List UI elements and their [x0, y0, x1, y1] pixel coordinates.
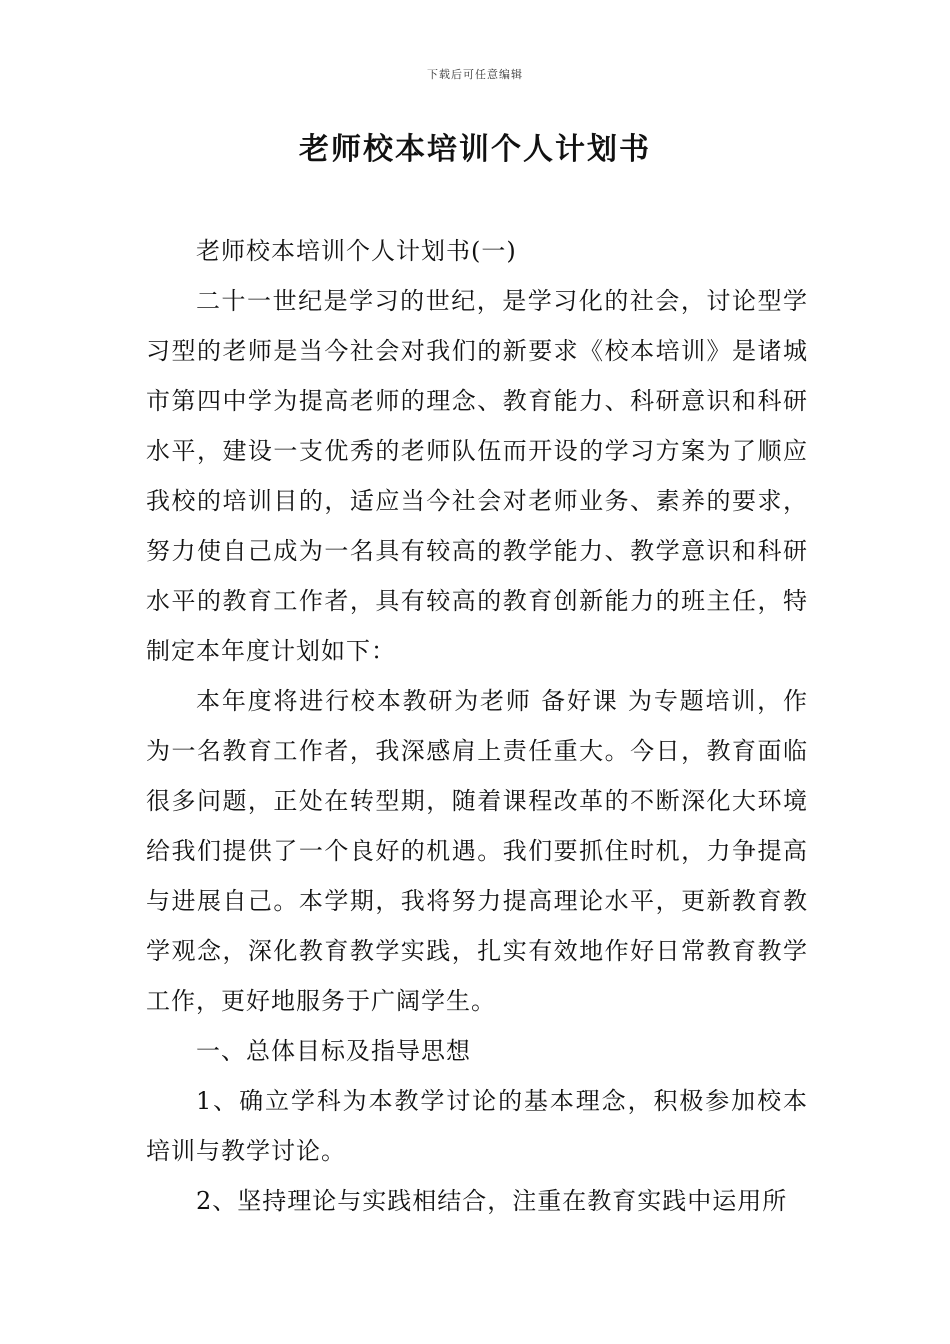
list-item-2: 2、坚持理论与实践相结合，注重在教育实践中运用所 [196, 1187, 788, 1215]
paragraph-plan: 本年度将进行校本教研为老师 备好课 为专题培训，作为一名教育工作者，我深感肩上责任重大。今日，教育面临很多问题，正处在转型期，随着课程改革的不断深化大环境给我们提供了一个良好的机遇。我们要抓住时机，力争提高与进展自己。本学期，我将努力提高理论水平，更新教育教学观念，深化教育教学实践，扎实有效地作好日常教育教学工作，更好地服务于广阔学生。 [146, 687, 808, 1015]
header-note: 下载后可任意编辑 [427, 68, 523, 81]
document-title: 老师校本培训个人计划书 [299, 132, 651, 167]
paragraph-intro: 二十一世纪是学习的世纪，是学习化的社会，讨论型学习型的老师是当今社会对我们的新要求《校本培训》是诸城市第四中学为提高老师的理念、教育能力、科研意识和科研水平，建设一支优秀的老师队伍而开设的学习方案为了顺应我校的培训目的，适应当今社会对老师业务、素养的要求，努力使自己成为一名具有较高的教学能力、教学意识和科研水平的教育工作者，具有较高的教育创新能力的班主任，特制定本年度计划如下： [146, 287, 808, 665]
heading-goals: 一、总体目标及指导思想 [196, 1037, 471, 1065]
list-item-1: 1、确立学科为本教学讨论的基本理念，积极参加校本培训与教学讨论。 [146, 1087, 808, 1165]
section-title: 老师校本培训个人计划书(一) [196, 237, 517, 265]
document-body [146, 226, 808, 1226]
